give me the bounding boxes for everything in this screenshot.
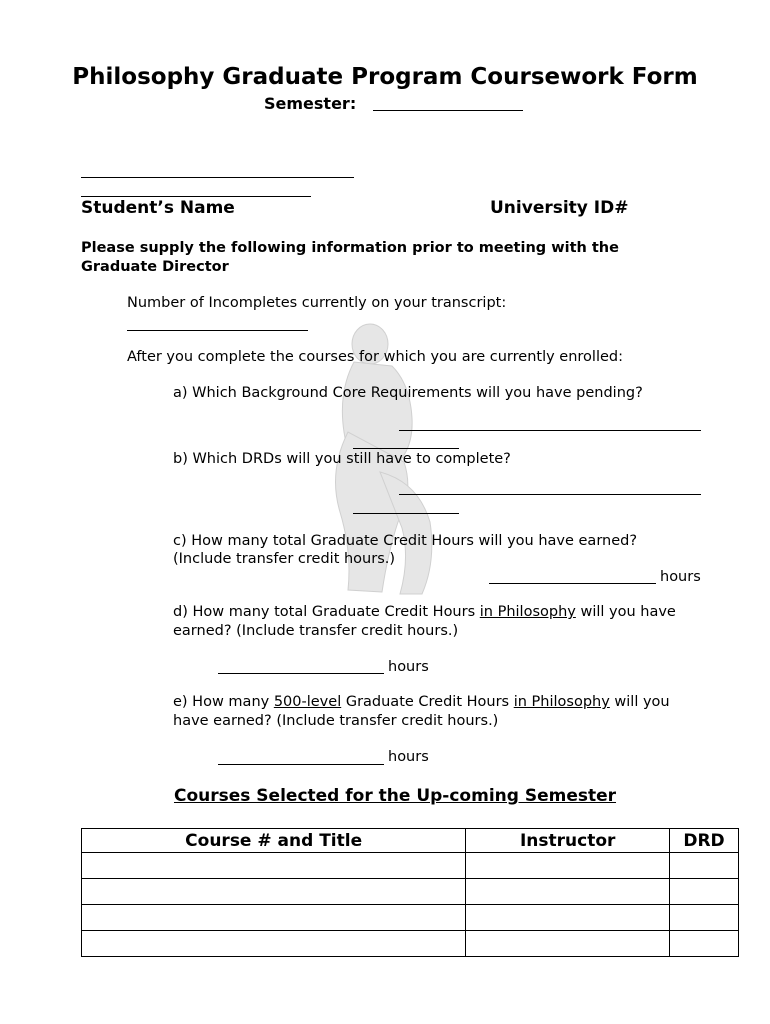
incompletes-label: Number of Incompletes currently on your transcript: [127,295,507,311]
courses-table [81,828,739,957]
question-e-pre: e) How many [173,694,274,710]
semester-label: Semester: [264,94,357,113]
university-id-field[interactable] [81,196,311,197]
answer-e-field[interactable] [218,764,384,765]
instructor-cell[interactable] [466,931,670,957]
courses-table-header [82,829,739,853]
question-d-pre: d) How many total Graduate Credit Hours [173,604,480,620]
course-cell[interactable] [82,879,466,905]
answer-d-field[interactable] [218,673,384,674]
drd-cell[interactable] [670,879,739,905]
table-row [82,853,739,879]
semester-field[interactable] [373,110,523,111]
question-d-underlined: in Philosophy [479,604,576,620]
answer-c-field[interactable] [489,583,656,584]
question-d-line-2: earned? (Include transfer credit hours.) [173,623,459,639]
column-header-course: Course # and Title [82,829,466,853]
question-c-line-1: c) How many total Graduate Credit Hours will you have earned? [173,533,638,549]
instructor-cell[interactable] [466,905,670,931]
table-row [82,879,739,905]
instructor-cell[interactable] [466,853,670,879]
student-name-label: Student’s Name [81,198,235,218]
course-cell[interactable] [82,905,466,931]
question-c-line-2: (Include transfer credit hours.) [173,551,396,567]
answer-b-line-1[interactable] [399,494,701,495]
course-cell[interactable] [82,931,466,957]
after-label: After you complete the courses for which you are currently enrolled: [127,349,623,365]
question-d-post: will you have [575,604,676,620]
drd-cell[interactable] [670,853,739,879]
table-row [82,905,739,931]
drd-cell[interactable] [670,931,739,957]
answer-a-line-2[interactable] [353,448,459,449]
question-e-mid: Graduate Credit Hours [341,694,514,710]
question-a: a) Which Background Core Requirements will you have pending? [173,385,643,401]
university-id-label: University ID# [490,198,629,218]
page-title: Philosophy Graduate Program Coursework Form [72,64,698,90]
instructions-text: Please supply the following information prior to meeting with the Graduate Director [81,240,619,275]
student-name-field[interactable] [81,177,354,178]
hours-unit-c: hours [660,569,701,585]
question-e-line-2: have earned? (Include transfer credit hours.) [173,713,499,729]
question-d-line-1 [173,603,676,621]
question-b: b) Which DRDs will you still have to complete? [173,451,511,467]
question-e-post: will you [609,694,670,710]
question-e-underlined-2: in Philosophy [513,694,610,710]
table-row [82,931,739,957]
drd-cell[interactable] [670,905,739,931]
hours-unit-d: hours [388,659,429,675]
answer-b-line-2[interactable] [353,513,459,514]
course-cell[interactable] [82,853,466,879]
column-header-instructor: Instructor [466,829,670,853]
courses-section-title: Courses Selected for the Up-coming Semester [173,786,617,806]
column-header-drd: DRD [670,829,739,853]
incompletes-field[interactable] [127,330,308,331]
hours-unit-e: hours [388,749,429,765]
instructor-cell[interactable] [466,879,670,905]
question-e-underlined-1: 500-level [273,694,342,710]
answer-a-line-1[interactable] [399,430,701,431]
question-e-line-1 [173,693,670,711]
